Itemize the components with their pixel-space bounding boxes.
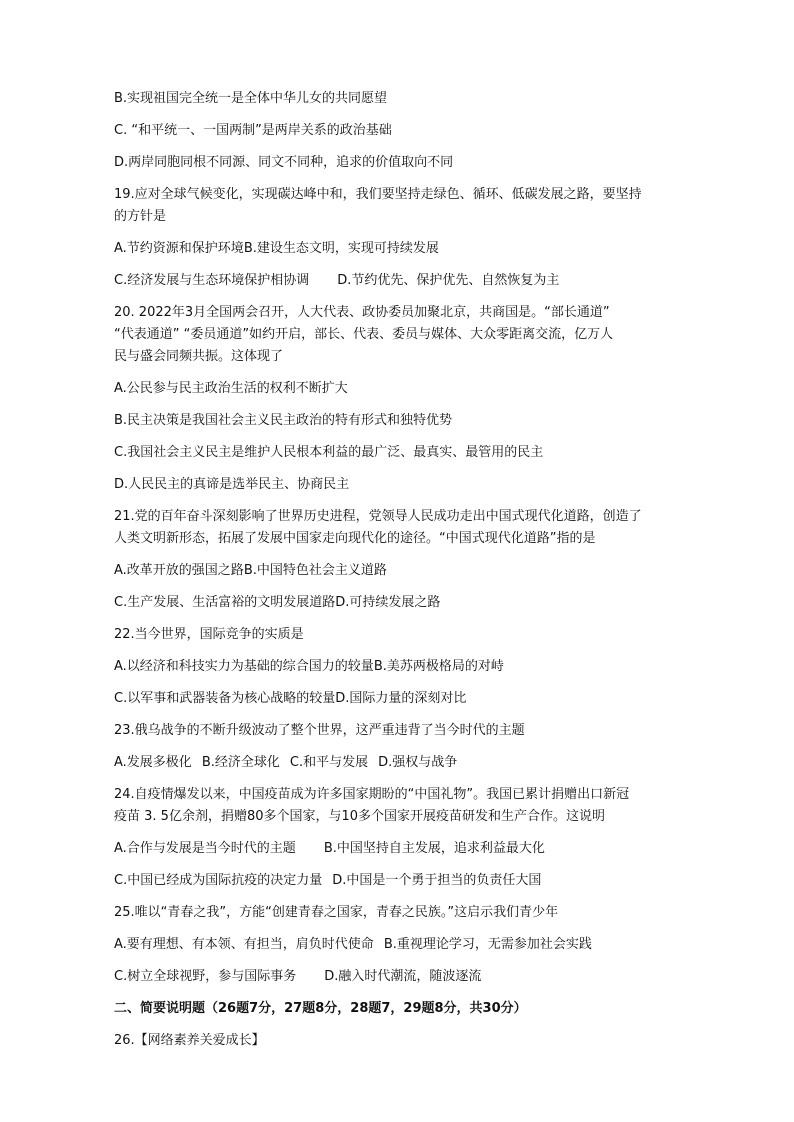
q20-stem-line-2: “代表通道” “委员通道”如约开启，部长、代表、委员与媒体、大众零距离交流，亿万人 xyxy=(114,327,614,342)
q20-option-d: D.人民民主的真谛是选举民主、协商民主 xyxy=(114,477,350,492)
q21-stem-line-1: 21.党的百年奋斗深刻影响了世界历史进程，党领导人民成功走出中国式现代化道路，创造了 xyxy=(114,509,642,524)
q24-stem-line-1: 24.自疫情爆发以来，中国疫苗成为许多国家期盼的“中国礼物”。我国已累计捐赠出口新冠 xyxy=(114,787,630,802)
q19-option-a: A.节约资源和保护环境 xyxy=(114,241,244,256)
q23-option-c: C.和平与发展 xyxy=(289,755,369,770)
q18-option-c: C. “和平统一、一国两制”是两岸关系的政治基础 xyxy=(114,123,392,138)
q21-stem xyxy=(114,506,680,550)
q24-option-b: B.中国坚持自主发展，追求利益最大化 xyxy=(323,841,545,856)
q19-options-row-1 xyxy=(114,238,680,260)
q26-stem: 26.【网络素养关爱成长】 xyxy=(114,1033,265,1048)
q22-option-c: C.以军事和武器装备为核心战略的较量 xyxy=(114,691,336,706)
q19-stem xyxy=(114,184,680,228)
q25-stem: 25.唯以“青春之我”，方能“创建青春之国家，青春之民族。”这启示我们青少年 xyxy=(114,905,559,920)
q24-option-d: D.中国是一个勇于担当的负责任大国 xyxy=(332,873,542,888)
q24-option-a: A.合作与发展是当今时代的主题 xyxy=(114,841,296,856)
q21-options-row-2 xyxy=(114,592,680,614)
q20-option-a: A.公民参与民主政治生活的权利不断扩大 xyxy=(114,381,348,396)
q20-stem xyxy=(114,302,680,368)
q22-options-row-2 xyxy=(114,688,680,710)
q21-option-a: A.改革开放的强国之路 xyxy=(114,563,244,578)
q24-options-row-1 xyxy=(114,838,680,860)
q20-option-b: B.民主决策是我国社会主义民主政治的特有形式和独特优势 xyxy=(114,413,453,428)
q25-options-row-1 xyxy=(114,934,680,956)
q20-stem-line-1: 20. 2022年3月全国两会召开，人大代表、政协委员加聚北京，共商国是。“部长通道” xyxy=(114,305,610,320)
q25-option-a: A.要有理想、有本领、有担当，肩负时代使命 xyxy=(114,937,374,952)
q23-stem: 23.俄乌战争的不断升级波动了整个世界，这严重违背了当今时代的主题 xyxy=(114,723,525,738)
q21-options-row-1 xyxy=(114,560,680,582)
q25-option-c: C.树立全球视野，参与国际事务 xyxy=(114,969,297,984)
q19-stem-line-2: 的方针是 xyxy=(114,209,167,224)
q24-stem-line-2: 疫苗 3. 5亿余剂，捐赠80多个国家，与10多个国家开展疫苗研发和生产合作。这说明 xyxy=(114,809,606,824)
q21-option-c: C.生产发展、生活富裕的文明发展道路 xyxy=(114,595,336,610)
q22-options-row-1 xyxy=(114,656,680,678)
q19-option-b: B.建设生态文明，实现可持续发展 xyxy=(243,241,439,256)
q18-option-b: B.实现祖国完全统一是全体中华儿女的共同愿望 xyxy=(114,91,388,106)
q22-option-b: B.美苏两极格局的对峙 xyxy=(373,659,504,674)
q22-option-d: D.国际力量的深刻对比 xyxy=(335,691,467,706)
q19-options-row-2 xyxy=(114,270,680,292)
q24-option-c: C.中国已经成为国际抗疫的决定力量 xyxy=(114,873,323,888)
q21-option-b: B.中国特色社会主义道路 xyxy=(243,563,387,578)
q23-option-d: D.强权与战争 xyxy=(378,755,458,770)
q24-options-row-2 xyxy=(114,870,680,892)
q23-option-b: B.经济全球化 xyxy=(201,755,280,770)
q25-option-d: D.融入时代潮流，随波逐流 xyxy=(324,969,482,984)
q22-stem: 22.当今世界，国际竞争的实质是 xyxy=(114,627,304,642)
q20-stem-line-3: 民与盛会同频共振。这体现了 xyxy=(114,349,284,364)
q19-option-c: C.经济发展与生态环境保护相协调 xyxy=(114,273,310,288)
section-2-heading: 二、简要说明题（26题7分，27题8分，28题7，29题8分，共30分） xyxy=(114,1001,527,1016)
q22-option-a: A.以经济和科技实力为基础的综合国力的较量 xyxy=(114,659,374,674)
q23-options xyxy=(114,752,680,774)
q25-option-b: B.重视理论学习，无需参加社会实践 xyxy=(383,937,592,952)
q23-option-a: A.发展多极化 xyxy=(114,755,192,770)
q24-stem xyxy=(114,784,680,828)
q21-stem-line-2: 人类文明新形态，拓展了发展中国家走向现代化的途径。“中国式现代化道路”指的是 xyxy=(114,531,596,546)
q19-stem-line-1: 19.应对全球气候变化，实现碳达峰中和，我们要坚持走绿色、循环、低碳发展之路，要坚持 xyxy=(114,187,642,202)
q18-option-d: D.两岸同胞同根不同源、同文不同种，追求的价值取向不同 xyxy=(114,155,454,170)
q21-option-d: D.可持续发展之路 xyxy=(335,595,441,610)
q20-option-c: C.我国社会主义民主是维护人民根本利益的最广泛、最真实、最管用的民主 xyxy=(114,445,544,460)
exam-page xyxy=(114,88,680,1062)
q25-options-row-2 xyxy=(114,966,680,988)
q19-option-d: D.节约优先、保护优先、自然恢复为主 xyxy=(337,273,560,288)
